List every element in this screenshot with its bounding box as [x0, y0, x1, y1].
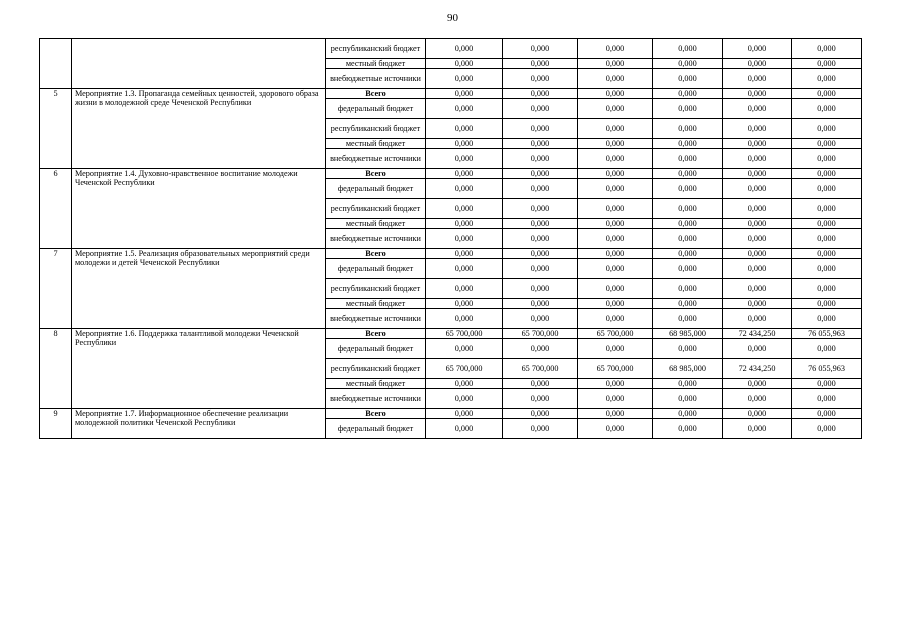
amount-cell: 68 985,000 [653, 359, 723, 379]
amount-cell: 0,000 [503, 199, 578, 219]
amount-cell: 0,000 [653, 149, 723, 169]
amount-cell: 0,000 [792, 149, 862, 169]
amount-cell: 0,000 [426, 389, 503, 409]
amount-cell: 0,000 [426, 119, 503, 139]
funding-source: республиканский бюджет [326, 279, 426, 299]
amount-cell: 0,000 [426, 199, 503, 219]
amount-cell: 0,000 [503, 89, 578, 99]
row-number: 5 [40, 89, 72, 169]
amount-cell: 0,000 [578, 149, 653, 169]
amount-cell: 0,000 [792, 69, 862, 89]
funding-source: федеральный бюджет [326, 259, 426, 279]
amount-cell: 0,000 [503, 99, 578, 119]
activity-name [72, 39, 326, 89]
amount-cell: 0,000 [653, 139, 723, 149]
activity-name: Мероприятие 1.6. Поддержка талантливой молодежи Чеченской Республики [72, 329, 326, 409]
amount-cell: 0,000 [792, 39, 862, 59]
amount-cell: 0,000 [653, 99, 723, 119]
funding-source: республиканский бюджет [326, 199, 426, 219]
amount-cell: 0,000 [723, 279, 792, 299]
amount-cell: 0,000 [503, 119, 578, 139]
amount-cell: 0,000 [792, 259, 862, 279]
amount-cell: 0,000 [723, 149, 792, 169]
activity-name: Мероприятие 1.3. Пропаганда семейных ценностей, здорового образа жизни в молодежной среде Чеченской Республики [72, 89, 326, 169]
amount-cell: 0,000 [792, 119, 862, 139]
amount-cell: 0,000 [792, 249, 862, 259]
amount-cell: 0,000 [723, 179, 792, 199]
amount-cell: 0,000 [426, 229, 503, 249]
amount-cell: 0,000 [578, 179, 653, 199]
amount-cell: 0,000 [792, 59, 862, 69]
amount-cell: 0,000 [503, 419, 578, 439]
amount-cell: 0,000 [426, 59, 503, 69]
amount-cell: 0,000 [578, 39, 653, 59]
row-number: 9 [40, 409, 72, 439]
amount-cell: 0,000 [653, 89, 723, 99]
amount-cell: 0,000 [653, 389, 723, 409]
funding-source: Всего [326, 169, 426, 179]
amount-cell: 0,000 [578, 69, 653, 89]
amount-cell: 0,000 [792, 199, 862, 219]
amount-cell: 0,000 [578, 309, 653, 329]
amount-cell: 0,000 [792, 389, 862, 409]
amount-cell: 0,000 [653, 409, 723, 419]
amount-cell: 0,000 [653, 229, 723, 249]
table-row [40, 329, 862, 339]
amount-cell: 65 700,000 [503, 329, 578, 339]
amount-cell: 0,000 [653, 199, 723, 219]
funding-source: внебюджетные источники [326, 69, 426, 89]
funding-source: федеральный бюджет [326, 339, 426, 359]
amount-cell: 0,000 [426, 409, 503, 419]
amount-cell: 0,000 [426, 279, 503, 299]
amount-cell: 0,000 [503, 229, 578, 249]
amount-cell: 72 434,250 [723, 329, 792, 339]
amount-cell: 0,000 [578, 89, 653, 99]
amount-cell: 0,000 [653, 169, 723, 179]
amount-cell: 65 700,000 [578, 359, 653, 379]
amount-cell: 0,000 [792, 89, 862, 99]
funding-source: республиканский бюджет [326, 359, 426, 379]
row-number [40, 39, 72, 89]
amount-cell: 0,000 [723, 199, 792, 219]
funding-source: Всего [326, 409, 426, 419]
budget-table [39, 38, 862, 439]
funding-source: местный бюджет [326, 379, 426, 389]
row-number: 6 [40, 169, 72, 249]
amount-cell: 0,000 [578, 389, 653, 409]
amount-cell: 0,000 [723, 409, 792, 419]
amount-cell: 76 055,963 [792, 359, 862, 379]
amount-cell: 0,000 [653, 119, 723, 139]
amount-cell: 0,000 [653, 299, 723, 309]
amount-cell: 65 700,000 [426, 359, 503, 379]
activity-name: Мероприятие 1.4. Духовно-нравственное воспитание молодежи Чеченской Республики [72, 169, 326, 249]
amount-cell: 0,000 [503, 379, 578, 389]
amount-cell: 0,000 [792, 379, 862, 389]
funding-source: Всего [326, 329, 426, 339]
amount-cell: 0,000 [792, 179, 862, 199]
amount-cell: 65 700,000 [426, 329, 503, 339]
amount-cell: 0,000 [578, 99, 653, 119]
amount-cell: 0,000 [578, 199, 653, 219]
table-row [40, 39, 862, 59]
amount-cell: 0,000 [792, 229, 862, 249]
amount-cell: 0,000 [653, 179, 723, 199]
amount-cell: 0,000 [503, 309, 578, 329]
amount-cell: 0,000 [503, 139, 578, 149]
amount-cell: 0,000 [723, 299, 792, 309]
amount-cell: 0,000 [723, 259, 792, 279]
amount-cell: 0,000 [426, 39, 503, 59]
amount-cell: 0,000 [426, 309, 503, 329]
amount-cell: 0,000 [723, 119, 792, 139]
amount-cell: 0,000 [503, 259, 578, 279]
amount-cell: 0,000 [578, 299, 653, 309]
amount-cell: 0,000 [653, 339, 723, 359]
amount-cell: 0,000 [503, 409, 578, 419]
amount-cell: 0,000 [653, 249, 723, 259]
amount-cell: 0,000 [792, 299, 862, 309]
amount-cell: 65 700,000 [578, 329, 653, 339]
amount-cell: 0,000 [503, 69, 578, 89]
table-row [40, 89, 862, 99]
amount-cell: 0,000 [578, 249, 653, 259]
amount-cell: 0,000 [578, 259, 653, 279]
amount-cell: 0,000 [503, 219, 578, 229]
row-number: 7 [40, 249, 72, 329]
activity-name: Мероприятие 1.7. Информационное обеспечение реализации молодежной политики Чеченской Республики [72, 409, 326, 439]
funding-source: республиканский бюджет [326, 119, 426, 139]
amount-cell: 68 985,000 [653, 329, 723, 339]
amount-cell: 0,000 [426, 219, 503, 229]
amount-cell: 65 700,000 [503, 359, 578, 379]
amount-cell: 0,000 [723, 339, 792, 359]
table-row [40, 249, 862, 259]
amount-cell: 0,000 [578, 139, 653, 149]
amount-cell: 0,000 [578, 119, 653, 139]
amount-cell: 0,000 [653, 39, 723, 59]
amount-cell: 0,000 [426, 179, 503, 199]
amount-cell: 0,000 [792, 169, 862, 179]
funding-source: местный бюджет [326, 59, 426, 69]
amount-cell: 0,000 [653, 259, 723, 279]
amount-cell: 0,000 [578, 419, 653, 439]
amount-cell: 0,000 [723, 309, 792, 329]
amount-cell: 0,000 [426, 299, 503, 309]
page-number: 90 [447, 12, 458, 24]
amount-cell: 0,000 [653, 419, 723, 439]
amount-cell: 0,000 [653, 219, 723, 229]
amount-cell: 0,000 [578, 229, 653, 249]
amount-cell: 0,000 [792, 219, 862, 229]
amount-cell: 0,000 [578, 279, 653, 299]
amount-cell: 0,000 [426, 249, 503, 259]
amount-cell: 0,000 [723, 249, 792, 259]
funding-source: Всего [326, 249, 426, 259]
amount-cell: 0,000 [723, 39, 792, 59]
amount-cell: 0,000 [653, 69, 723, 89]
amount-cell: 0,000 [426, 99, 503, 119]
amount-cell: 0,000 [503, 179, 578, 199]
funding-source: федеральный бюджет [326, 99, 426, 119]
table-body [40, 39, 862, 439]
amount-cell: 0,000 [723, 419, 792, 439]
row-number: 8 [40, 329, 72, 409]
amount-cell: 0,000 [723, 219, 792, 229]
amount-cell: 0,000 [503, 299, 578, 309]
funding-source: внебюджетные источники [326, 149, 426, 169]
amount-cell: 0,000 [723, 389, 792, 409]
funding-source: местный бюджет [326, 139, 426, 149]
amount-cell: 0,000 [578, 379, 653, 389]
amount-cell: 0,000 [792, 339, 862, 359]
amount-cell: 0,000 [723, 99, 792, 119]
amount-cell: 0,000 [723, 139, 792, 149]
amount-cell: 0,000 [503, 339, 578, 359]
amount-cell: 0,000 [578, 59, 653, 69]
amount-cell: 0,000 [792, 309, 862, 329]
amount-cell: 0,000 [653, 379, 723, 389]
amount-cell: 0,000 [792, 99, 862, 119]
funding-source: Всего [326, 89, 426, 99]
amount-cell: 0,000 [723, 379, 792, 389]
amount-cell: 0,000 [653, 279, 723, 299]
amount-cell: 76 055,963 [792, 329, 862, 339]
amount-cell: 0,000 [578, 169, 653, 179]
funding-source: внебюджетные источники [326, 229, 426, 249]
amount-cell: 0,000 [723, 89, 792, 99]
amount-cell: 0,000 [792, 419, 862, 439]
amount-cell: 0,000 [503, 389, 578, 409]
table-row [40, 409, 862, 419]
amount-cell: 0,000 [503, 169, 578, 179]
amount-cell: 0,000 [503, 39, 578, 59]
amount-cell: 0,000 [723, 169, 792, 179]
funding-source: федеральный бюджет [326, 179, 426, 199]
funding-source: местный бюджет [326, 299, 426, 309]
funding-source: местный бюджет [326, 219, 426, 229]
funding-source: республиканский бюджет [326, 39, 426, 59]
amount-cell: 0,000 [503, 59, 578, 69]
amount-cell: 0,000 [426, 339, 503, 359]
amount-cell: 0,000 [503, 149, 578, 169]
amount-cell: 0,000 [426, 259, 503, 279]
amount-cell: 0,000 [792, 279, 862, 299]
amount-cell: 0,000 [426, 69, 503, 89]
amount-cell: 0,000 [426, 89, 503, 99]
amount-cell: 0,000 [792, 139, 862, 149]
amount-cell: 0,000 [723, 229, 792, 249]
amount-cell: 72 434,250 [723, 359, 792, 379]
amount-cell: 0,000 [723, 59, 792, 69]
amount-cell: 0,000 [426, 419, 503, 439]
amount-cell: 0,000 [653, 309, 723, 329]
funding-source: федеральный бюджет [326, 419, 426, 439]
amount-cell: 0,000 [503, 279, 578, 299]
funding-source: внебюджетные источники [326, 389, 426, 409]
funding-source: внебюджетные источники [326, 309, 426, 329]
table-row [40, 169, 862, 179]
amount-cell: 0,000 [426, 149, 503, 169]
amount-cell: 0,000 [578, 219, 653, 229]
amount-cell: 0,000 [578, 339, 653, 359]
amount-cell: 0,000 [426, 139, 503, 149]
amount-cell: 0,000 [503, 249, 578, 259]
amount-cell: 0,000 [426, 169, 503, 179]
amount-cell: 0,000 [653, 59, 723, 69]
amount-cell: 0,000 [426, 379, 503, 389]
amount-cell: 0,000 [723, 69, 792, 89]
amount-cell: 0,000 [578, 409, 653, 419]
amount-cell: 0,000 [792, 409, 862, 419]
activity-name: Мероприятие 1.5. Реализация образовательных мероприятий среди молодежи и детей Чеченской Республики [72, 249, 326, 329]
